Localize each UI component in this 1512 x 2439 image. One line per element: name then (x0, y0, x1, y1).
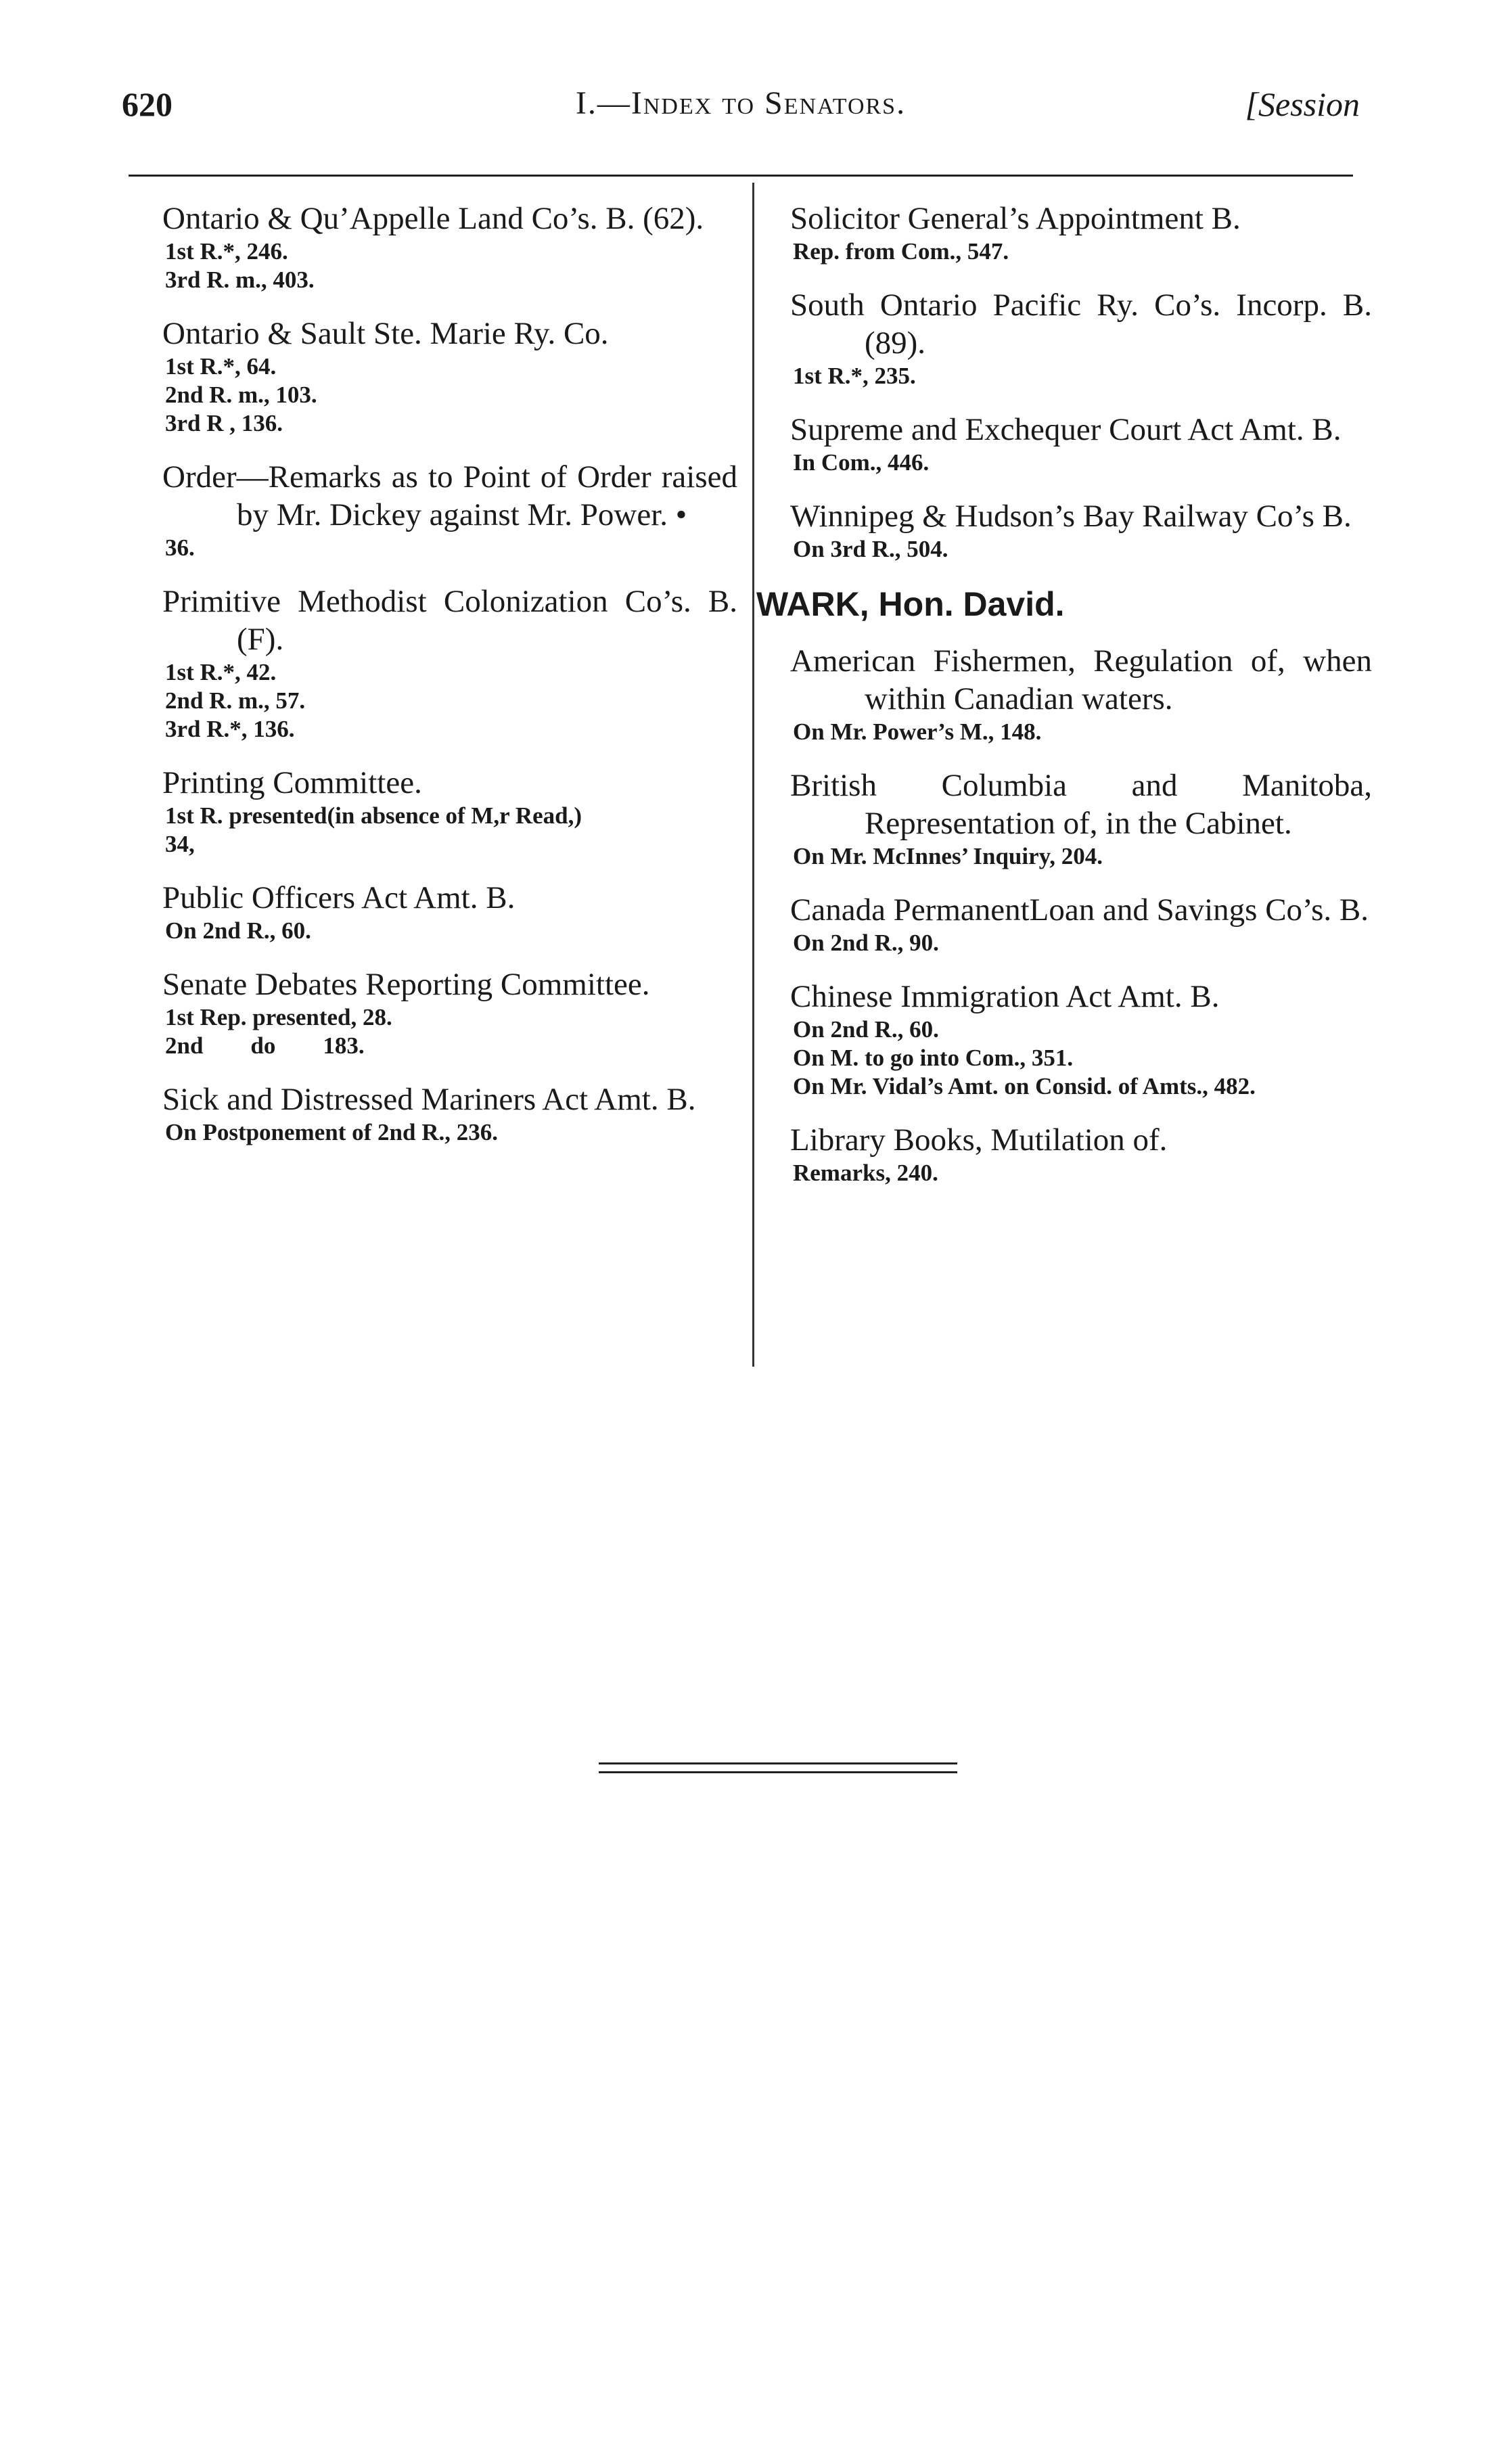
entry-title: Ontario & Qu’Appelle Land Co’s. B. (62). (162, 201, 704, 236)
index-entry (162, 879, 737, 945)
entry-reference: 1st R.*, 64. (165, 353, 277, 380)
index-entry (790, 1121, 1372, 1187)
entry-reference: In Com., 446. (793, 449, 930, 476)
index-entry (790, 200, 1372, 266)
index-entry (790, 978, 1372, 1101)
entry-reference: Remarks, 240. (793, 1160, 938, 1186)
entry-reference: On 2nd R., 60. (165, 917, 311, 944)
senator-heading: WARK, Hon. David. (756, 585, 1065, 623)
page-header (122, 85, 1360, 139)
entry-title: Chinese Immigration Act Amt. B. (790, 979, 1220, 1014)
index-entry (162, 458, 737, 562)
entry-reference: On 2nd R., 90. (793, 930, 939, 956)
entry-reference: 2nd R. m., 103. (165, 382, 317, 408)
entry-title: South Ontario Pacific Ry. Co’s. Incorp. B. (89). (790, 288, 1372, 361)
entry-title: American Fishermen, Regulation of, when within Canadian waters. (790, 643, 1372, 716)
index-entry (162, 965, 737, 1060)
index-entry (162, 315, 737, 438)
entry-title: Solicitor General’s Appointment B. (790, 201, 1241, 236)
entry-reference: 2nd do 183. (165, 1032, 365, 1059)
index-entry (162, 764, 737, 859)
index-entry (790, 497, 1372, 564)
entry-reference: On Mr. Vidal’s Amt. on Consid. of Amts., 482. (793, 1073, 1256, 1099)
page-number: 620 (122, 85, 173, 123)
header-rule (129, 175, 1353, 177)
left-column (162, 200, 737, 1167)
entry-title: Supreme and Exchequer Court Act Amt. B. (790, 412, 1342, 447)
entry-title: Winnipeg & Hudson’s Bay Railway Co’s B. (790, 499, 1352, 534)
entry-reference: 3rd R.*, 136. (165, 716, 295, 742)
index-entry (790, 286, 1372, 390)
footer-rule (599, 1771, 957, 1773)
entry-reference: On Postponement of 2nd R., 236. (165, 1119, 498, 1145)
entry-reference: On M. to go into Com., 351. (793, 1045, 1074, 1071)
entry-title: British Columbia and Manitoba, Representation of, in the Cabinet. (790, 768, 1372, 841)
entry-title: Order—Remarks as to Point of Order raised by Mr. Dickey against Mr. Power. • (162, 459, 737, 532)
index-entry (162, 200, 737, 294)
entry-title: Ontario & Sault Ste. Marie Ry. Co. (162, 316, 609, 351)
entry-reference: 1st Rep. presented, 28. (165, 1004, 392, 1030)
entry-reference: 1st R. presented(in absence of M,r Read,) (165, 802, 582, 829)
index-entry (790, 891, 1372, 957)
column-divider (752, 183, 754, 1367)
entry-title: Sick and Distressed Mariners Act Amt. B. (162, 1082, 696, 1117)
entry-reference: 2nd R. m., 57. (165, 687, 306, 714)
index-entry (790, 411, 1372, 477)
entry-title: Library Books, Mutilation of. (790, 1122, 1168, 1158)
footer-double-rule (599, 1762, 957, 1780)
entry-reference: 36. (165, 534, 195, 561)
right-column (756, 200, 1372, 1208)
entry-title: Canada PermanentLoan and Savings Co’s. B. (790, 892, 1369, 928)
entry-reference: 34, (165, 831, 195, 857)
entry-reference: 1st R.*, 246. (165, 238, 288, 265)
entry-title: Public Officers Act Amt. B. (162, 880, 516, 915)
index-entry (790, 642, 1372, 746)
entry-title: Primitive Methodist Colonization Co’s. B. (F). (162, 584, 737, 657)
index-entry (790, 767, 1372, 871)
running-title: I.—Index to Senators. (575, 85, 907, 121)
entry-title: Senate Debates Reporting Committee. (162, 967, 650, 1002)
entry-reference: On Mr. Power’s M., 148. (793, 719, 1042, 745)
entry-reference: On Mr. McInnes’ Inquiry, 204. (793, 843, 1103, 869)
entry-reference: 3rd R. m., 403. (165, 267, 315, 293)
entry-title: Printing Committee. (162, 765, 422, 800)
entry-reference: Rep. from Com., 547. (793, 238, 1009, 265)
session-label: [Session (1245, 85, 1360, 123)
index-entry (162, 1080, 737, 1147)
entry-reference: 3rd R , 136. (165, 410, 283, 436)
entry-reference: On 3rd R., 504. (793, 536, 948, 562)
entry-reference: On 2nd R., 60. (793, 1016, 939, 1043)
entry-reference: 1st R.*, 42. (165, 659, 277, 685)
footer-rule (599, 1762, 957, 1764)
entry-reference: 1st R.*, 235. (793, 363, 916, 389)
index-entry (162, 583, 737, 744)
